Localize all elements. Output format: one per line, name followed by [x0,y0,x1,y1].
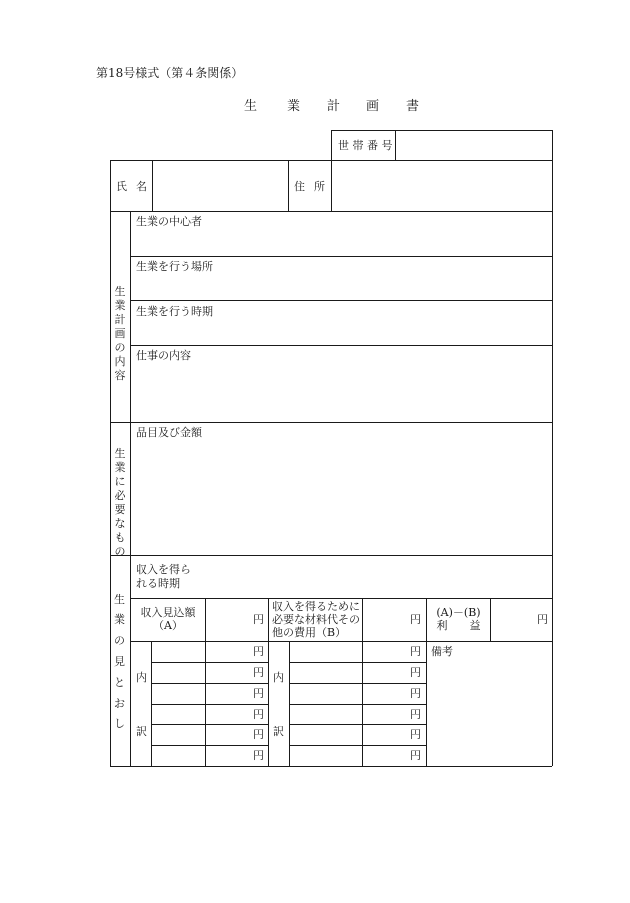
row-label-period: 生業を行う時期 [136,305,213,318]
name-label-2: 名 [136,180,147,193]
side-char: も [114,531,126,544]
title-char-4: 画 [366,99,380,114]
side-char: 計 [114,313,126,326]
side-char: 要 [114,503,126,516]
remarks-label: 備考 [431,645,453,658]
yen-unit: 円 [253,666,264,679]
side-char: の [114,634,125,647]
side-char: 必 [114,489,126,502]
income-estimate-label-line2: （A） [153,619,183,632]
row-label-main-person: 生業の中心者 [136,215,202,228]
yen-unit: 円 [253,613,264,626]
breakdown-label-2: 訳 [136,725,147,738]
household-number-label: 世 帯 番 号 [338,139,393,152]
side-char: 生 [114,447,126,460]
yen-unit: 円 [410,666,421,679]
profit-label-line1: (A)－(B) [436,606,481,619]
side-char: 内 [114,355,126,368]
side-char: 業 [114,299,126,312]
address-label-2: 所 [314,180,325,193]
form-number-label: 第18号様式（第４条関係） [96,66,244,80]
breakdown-label-1: 内 [273,671,284,684]
side-char: お [114,697,125,710]
yen-unit: 円 [410,687,421,700]
profit-label-line2: 利 益 [436,619,481,632]
title-char-1: 生 [244,99,258,114]
title-char-2: 業 [287,99,301,114]
income-period-label-line2: れる時期 [136,577,180,590]
title-char-3: 計 [327,99,341,114]
needs-section-side-label [113,447,127,559]
side-char: 業 [114,613,125,626]
side-char: 生 [114,593,125,606]
costs-label-line3: 他の費用（B） [272,626,347,639]
income-period-label-line1: 収入を得ら [136,563,191,576]
side-char: 見 [114,655,125,668]
side-char: の [114,545,126,558]
side-char: し [114,717,125,730]
name-label-1: 氏 [116,180,127,193]
row-label-place: 生業を行う場所 [136,260,213,273]
side-char: 画 [114,327,126,340]
yen-unit: 円 [253,687,264,700]
side-char: に [114,475,126,488]
yen-unit: 円 [410,728,421,741]
side-char: と [114,676,125,689]
costs-label-line2: 必要な材料代その [272,613,360,626]
side-char: 生 [114,285,126,298]
yen-unit: 円 [253,708,264,721]
side-char: な [114,517,126,530]
yen-unit: 円 [253,749,264,762]
title-char-5: 書 [406,99,420,114]
yen-unit: 円 [410,613,421,626]
side-char: 容 [114,369,126,382]
plan-section-side-label [113,285,127,383]
yen-unit: 円 [537,613,548,626]
side-char: の [114,341,126,354]
yen-unit: 円 [410,749,421,762]
side-char: 業 [114,461,126,474]
breakdown-label-2: 訳 [273,725,284,738]
costs-label-line1: 収入を得るために [272,600,360,613]
yen-unit: 円 [253,645,264,658]
address-label-1: 住 [294,180,305,193]
yen-unit: 円 [410,708,421,721]
yen-unit: 円 [253,728,264,741]
yen-unit: 円 [410,645,421,658]
breakdown-label-1: 内 [136,671,147,684]
row-label-work-content: 仕事の内容 [136,349,191,362]
income-estimate-label-line1: 収入見込額 [140,606,196,619]
row-label-items-amounts: 品目及び金額 [136,426,202,439]
